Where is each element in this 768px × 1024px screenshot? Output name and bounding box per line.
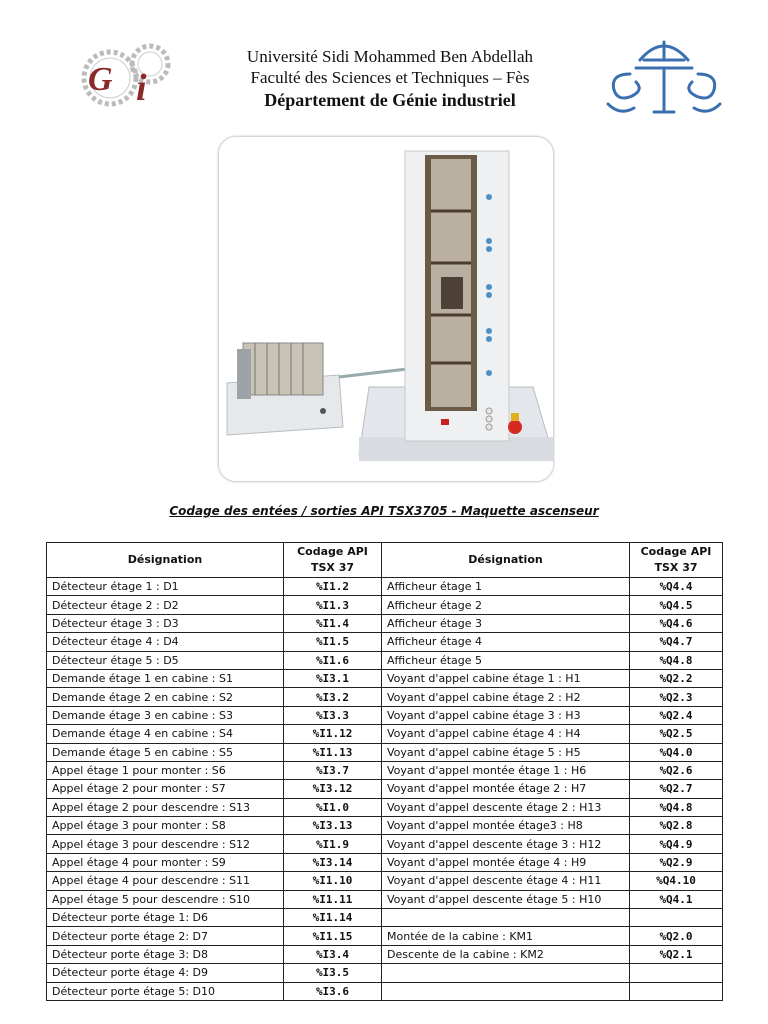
- table-header-row: [47, 543, 723, 578]
- output-code: %Q2.8: [630, 817, 723, 835]
- input-designation: Détecteur étage 1 : D1: [47, 578, 284, 596]
- output-designation: Voyant d'appel cabine étage 3 : H3: [382, 706, 630, 724]
- output-designation: Montée de la cabine : KM1: [382, 927, 630, 945]
- table-row: [47, 780, 723, 798]
- table-row: [47, 614, 723, 632]
- table-row: [47, 743, 723, 761]
- output-designation: Afficheur étage 5: [382, 651, 630, 669]
- input-code: %I1.2: [284, 578, 382, 596]
- input-code: %I3.4: [284, 945, 382, 963]
- table-caption: Codage des entées / sorties API TSX3705 - Maquette ascenseur: [169, 504, 599, 518]
- input-designation: Détecteur porte étage 4: D9: [47, 964, 284, 982]
- faculty-name: Faculté des Sciences et Techniques – Fès: [250, 68, 530, 87]
- input-code: %I1.14: [284, 909, 382, 927]
- output-designation: Afficheur étage 1: [382, 578, 630, 596]
- output-designation: Voyant d'appel montée étage 2 : H7: [382, 780, 630, 798]
- input-designation: Appel étage 4 pour monter : S9: [47, 853, 284, 871]
- table-row: [47, 706, 723, 724]
- output-code: %Q4.8: [630, 651, 723, 669]
- header-code-left: [284, 543, 382, 578]
- input-code: %I1.13: [284, 743, 382, 761]
- output-designation: [382, 909, 630, 927]
- output-designation: Voyant d'appel descente étage 3 : H12: [382, 835, 630, 853]
- output-code: %Q4.10: [630, 872, 723, 890]
- output-designation: Voyant d'appel descente étage 2 : H13: [382, 798, 630, 816]
- input-designation: Demande étage 3 en cabine : S3: [47, 706, 284, 724]
- input-code: %I3.3: [284, 706, 382, 724]
- header-code-right: [630, 543, 723, 578]
- output-designation: [382, 982, 630, 1000]
- table-row: [47, 669, 723, 687]
- output-code: %Q2.3: [630, 688, 723, 706]
- input-code: %I3.13: [284, 817, 382, 835]
- table-row: [47, 982, 723, 1000]
- input-code: %I1.10: [284, 872, 382, 890]
- input-designation: Demande étage 4 en cabine : S4: [47, 725, 284, 743]
- output-designation: Descente de la cabine : KM2: [382, 945, 630, 963]
- input-designation: Détecteur étage 3 : D3: [47, 614, 284, 632]
- input-code: %I3.6: [284, 982, 382, 1000]
- table-row: [47, 835, 723, 853]
- input-code: %I1.11: [284, 890, 382, 908]
- table-body: [47, 578, 723, 1001]
- input-designation: Demande étage 2 en cabine : S2: [47, 688, 284, 706]
- output-code: %Q2.5: [630, 725, 723, 743]
- output-code: %Q2.6: [630, 761, 723, 779]
- department-name: Département de Génie industriel: [264, 90, 516, 110]
- input-code: %I3.2: [284, 688, 382, 706]
- input-code: %I1.5: [284, 633, 382, 651]
- output-designation: Afficheur étage 4: [382, 633, 630, 651]
- input-designation: Détecteur porte étage 1: D6: [47, 909, 284, 927]
- table-row: [47, 761, 723, 779]
- output-designation: Voyant d'appel montée étage 4 : H9: [382, 853, 630, 871]
- university-name: Université Sidi Mohammed Ben Abdellah: [246, 47, 534, 66]
- output-code: [630, 964, 723, 982]
- output-code: %Q4.7: [630, 633, 723, 651]
- output-code: %Q2.4: [630, 706, 723, 724]
- fst-logo-icon: [600, 34, 728, 122]
- table-row: [47, 725, 723, 743]
- table-row: [47, 596, 723, 614]
- input-designation: Appel étage 2 pour monter : S7: [47, 780, 284, 798]
- output-code: %Q4.4: [630, 578, 723, 596]
- output-code: [630, 982, 723, 1000]
- input-code: %I3.14: [284, 853, 382, 871]
- header-code-left-line2: TSX 37: [310, 561, 355, 574]
- svg-text:i: i: [136, 67, 147, 109]
- output-code: %Q2.9: [630, 853, 723, 871]
- table-row: [47, 909, 723, 927]
- input-code: %I1.6: [284, 651, 382, 669]
- header-code-right-line2: TSX 37: [654, 561, 698, 574]
- table-row: [47, 688, 723, 706]
- output-designation: Voyant d'appel descente étage 5 : H10: [382, 890, 630, 908]
- input-designation: Détecteur étage 4 : D4: [47, 633, 284, 651]
- header-designation-right: Désignation: [382, 543, 630, 578]
- table-row: [47, 817, 723, 835]
- header-designation-left: Désignation: [47, 543, 284, 578]
- output-designation: [382, 964, 630, 982]
- svg-text:G: G: [88, 61, 113, 98]
- input-code: %I3.7: [284, 761, 382, 779]
- table-row: [47, 964, 723, 982]
- table-row: [47, 798, 723, 816]
- input-designation: Appel étage 3 pour descendre : S12: [47, 835, 284, 853]
- output-designation: Voyant d'appel cabine étage 2 : H2: [382, 688, 630, 706]
- output-code: %Q4.8: [630, 798, 723, 816]
- output-designation: Voyant d'appel cabine étage 4 : H4: [382, 725, 630, 743]
- io-mapping-table: [46, 542, 723, 1001]
- output-code: %Q4.0: [630, 743, 723, 761]
- input-designation: Appel étage 5 pour descendre : S10: [47, 890, 284, 908]
- elevator-model-drawing: [219, 137, 553, 481]
- input-code: %I3.1: [284, 669, 382, 687]
- output-designation: Voyant d'appel descente étage 4 : H11: [382, 872, 630, 890]
- input-code: %I1.12: [284, 725, 382, 743]
- output-code: %Q4.1: [630, 890, 723, 908]
- input-code: %I1.3: [284, 596, 382, 614]
- input-designation: Détecteur porte étage 3: D8: [47, 945, 284, 963]
- input-code: %I3.12: [284, 780, 382, 798]
- output-designation: Voyant d'appel montée étage3 : H8: [382, 817, 630, 835]
- output-code: %Q4.9: [630, 835, 723, 853]
- table-row: [47, 872, 723, 890]
- input-designation: Appel étage 1 pour monter : S6: [47, 761, 284, 779]
- table-row: [47, 927, 723, 945]
- output-code: %Q2.2: [630, 669, 723, 687]
- output-designation: Afficheur étage 3: [382, 614, 630, 632]
- table-row: [47, 853, 723, 871]
- output-designation: Afficheur étage 2: [382, 596, 630, 614]
- input-designation: Appel étage 2 pour descendre : S13: [47, 798, 284, 816]
- input-code: %I1.4: [284, 614, 382, 632]
- output-code: %Q4.6: [630, 614, 723, 632]
- page-header: [0, 0, 768, 130]
- output-code: %Q2.1: [630, 945, 723, 963]
- input-designation: Demande étage 5 en cabine : S5: [47, 743, 284, 761]
- input-designation: Détecteur étage 5 : D5: [47, 651, 284, 669]
- output-code: %Q2.7: [630, 780, 723, 798]
- output-code: [630, 909, 723, 927]
- input-code: %I1.0: [284, 798, 382, 816]
- output-code: %Q4.5: [630, 596, 723, 614]
- input-code: %I1.15: [284, 927, 382, 945]
- input-code: %I1.9: [284, 835, 382, 853]
- elevator-model-photo: [218, 136, 554, 482]
- input-designation: Demande étage 1 en cabine : S1: [47, 669, 284, 687]
- table-row: [47, 633, 723, 651]
- input-code: %I3.5: [284, 964, 382, 982]
- output-designation: Voyant d'appel cabine étage 5 : H5: [382, 743, 630, 761]
- output-code: %Q2.0: [630, 927, 723, 945]
- input-designation: Appel étage 3 pour monter : S8: [47, 817, 284, 835]
- table-row: [47, 945, 723, 963]
- output-designation: Voyant d'appel cabine étage 1 : H1: [382, 669, 630, 687]
- input-designation: Détecteur porte étage 2: D7: [47, 927, 284, 945]
- table-row: [47, 651, 723, 669]
- header-code-right-line1: Codage API: [640, 545, 712, 558]
- input-designation: Détecteur porte étage 5: D10: [47, 982, 284, 1000]
- table-row: [47, 578, 723, 596]
- table-row: [47, 890, 723, 908]
- header-code-left-line1: Codage API: [297, 545, 368, 558]
- input-designation: Détecteur étage 2 : D2: [47, 596, 284, 614]
- input-designation: Appel étage 4 pour descendre : S11: [47, 872, 284, 890]
- output-designation: Voyant d'appel montée étage 1 : H6: [382, 761, 630, 779]
